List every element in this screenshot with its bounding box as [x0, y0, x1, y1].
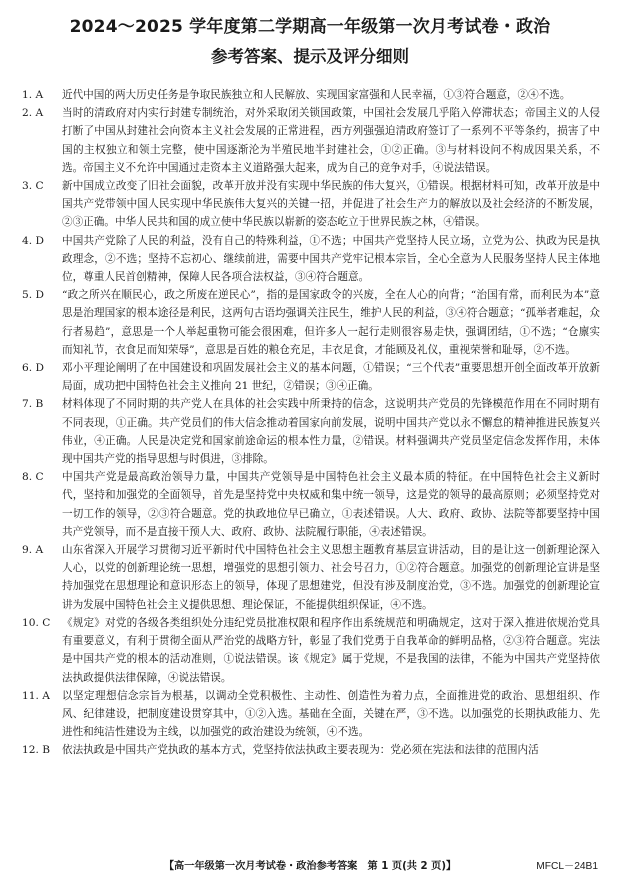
answer-item: [22, 359, 600, 395]
answer-number: 6. D: [22, 362, 44, 375]
answer-number: 3. C: [22, 180, 44, 193]
answer-item: [22, 741, 600, 759]
answer-item: [22, 232, 600, 287]
answer-item: [22, 541, 600, 614]
footer-code: MFCL－24B1: [536, 861, 598, 872]
answer-number: 12. B: [22, 744, 50, 757]
answer-explanation: 邓小平理论阐明了在中国建设和巩固发展社会主义的基本问题，①错误；“三个代表”重要思想开创全面改革开放新局面，成功把中国特色社会主义推向 21 世纪，②错误；③④正确。: [62, 362, 600, 393]
answer-item: [22, 286, 600, 359]
answer-item: [22, 395, 600, 468]
answer-explanation: 近代中国的两大历史任务是争取民族独立和人民解放、实现国家富强和人民幸福，①③符合题意，②④不选。: [62, 89, 571, 101]
answer-number: 2. A: [22, 107, 44, 120]
answer-explanation: 中国共产党是最高政治领导力量，中国共产党领导是中国特色社会主义最本质的特征。在中国特色社会主义新时代，坚持和加强党的全面领导，首先是坚持党中央权威和集中统一领导，这是党的领导的最高原则；必须坚持党对一切工作的领导，②③符合题意。党的执政地位早已确立，①表述错误。人大、政府、政协、法院等都要坚持中国共产党领导，而不是直接干预人大、政府、政协、法院履行职能，④表述错误。: [62, 471, 600, 538]
answer-number: 4. D: [22, 234, 44, 247]
answer-number: 9. A: [22, 544, 44, 557]
answer-item: [22, 104, 600, 177]
answer-explanation: 新中国成立改变了旧社会面貌，改革开放并没有实现中华民族的伟大复兴，①错误。根据材料可知，改革开放是中国共产党带领中国人民实现中华民族伟大复兴的关键一招，并促进了社会生产力的解放以及社会经济的不断发展，②③正确。中华人民共和国的成立使中华民族以崭新的姿态屹立于世界民族之林，④错误。: [62, 180, 600, 229]
answer-explanation: 中国共产党除了人民的利益，没有自己的特殊利益，①不选；中国共产党坚持人民立场，立党为公、执政为民是执政理念，②不选；坚持不忘初心、继续前进，需要中国共产党牢记根本宗旨，全心全意为人民服务坚持人民主体地位，尊重人民首创精神，保障人民各项合法权益，③④符合题意。: [62, 234, 600, 284]
answer-explanation: 山东省深入开展学习贯彻习近平新时代中国特色社会主义思想主题教育基层宣讲活动，目的是让这一创新理论深入人心，以党的创新理论统一思想，增强党的思想引领力、社会号召力，①②符合题意。加强党的创新理论宣讲是坚持加强党在思想理论和意识形态上的领导，体现了思想建党，但没有涉及制度治党，③不选。加强党的创新理论宣讲为发展中国特色社会主义提供思想、理论保证，不能提供组织保证，④不选。: [62, 544, 600, 611]
answer-explanation: 《规定》对党的各级各类组织处分违纪党员批准权限和程序作出系统规范和明确规定，这对于深入推进依规治党具有重要意义，有利于贯彻全面从严治党的战略方针，彰显了我们党勇于自我革命的鲜明品格，②③符合题意。宪法是中国共产党的根本的活动准则，①说法错误。该《规定》属于党规，不是我国的法律，不能为中国共产党坚持依法执政提供法律保障，④说法错误。: [62, 616, 600, 684]
answer-item: [22, 86, 600, 104]
page-subtitle: 参考答案、提示及评分细则: [211, 47, 409, 66]
answer-number: 8. C: [22, 471, 44, 484]
answer-explanation: 以坚定理想信念宗旨为根基，以调动全党积极性、主动性、创造性为着力点，全面推进党的政治、思想组织、作风、纪律建设，把制度建设贯穿其中，①②入选。基础在全面，关键在严，③不选。以加强党的长期执政能力、先进性和纯洁性建设为主线，以加强党的政治建设为统领，④不选。: [62, 689, 600, 739]
answer-list: [22, 86, 600, 760]
answer-explanation: 依法执政是中国共产党执政的基本方式，党坚持依法执政主要表现为：党必须在宪法和法律的范围内活: [62, 744, 539, 757]
answer-explanation: “政之所兴在顺民心，政之所废在逆民心”，指的是国家政令的兴废，全在人心的向背；“治国有常，而利民为本”意思是治理国家的根本途径是利民，这两句古语均强调关注民生，维护人民的利益，③④符合题意；“孤举者难起，众行者易趋”，意思是一个人举起重物可能会很困难，但许多人一起行走则很容易走快，强调团结，①不选；“仓廪实而知礼节，衣食足而知荣辱”，意思是百姓的粮仓充足，丰衣足食，才能顾及礼仪，重视荣誉和耻辱，②不选。: [62, 289, 600, 356]
answer-number: 11. A: [22, 689, 50, 702]
footer-page-info: 【高一年级第一次月考试卷・政治参考答案 第 1 页(共 2 页)】: [163, 861, 457, 872]
page-title: 2024～2025 学年度第二学期高一年级第一次月考试卷・政治: [69, 17, 551, 37]
answer-number: 5. D: [22, 289, 44, 302]
answer-explanation: 当时的清政府对内实行封建专制统治，对外采取闭关锁国政策，中国社会发展几乎陷入停滞状态；帝国主义的人侵打断了中国从封建社会向资本主义社会发展的正常进程，西方列强强迫清政府签订了一系列不平等条约，损害了中国的主权独立和领土完整，使中国逐渐沦为半殖民地半封建社会，①②正确。③与材料设问不构成因果关系，不选。帝国主义不允许中国通过走资本主义道路强大起来，成为自己的竞争对手，④说法错误。: [62, 107, 600, 174]
answer-number: 1. A: [22, 89, 44, 101]
answer-item: [22, 468, 600, 541]
answer-number: 10. C: [22, 616, 51, 629]
answer-item: [22, 687, 600, 742]
answer-item: [22, 614, 600, 687]
answer-explanation: 材料体现了不同时期的共产党人在具体的社会实践中所秉持的信念，这说明共产党员的先锋模范作用在不同时期有不同表现，①正确。共产党员们的伟大信念推动着国家向前发展，说明中国共产党以永不懈怠的精神推进民族复兴伟业，④正确。人民是决定党和国家前途命运的根本性力量，②错误。材料强调共产党员坚定信念发挥作用，未体现中国共产党的指导思想与时俱进，③排除。: [62, 398, 600, 466]
answer-item: [22, 177, 600, 232]
answer-number: 7. B: [22, 398, 44, 411]
